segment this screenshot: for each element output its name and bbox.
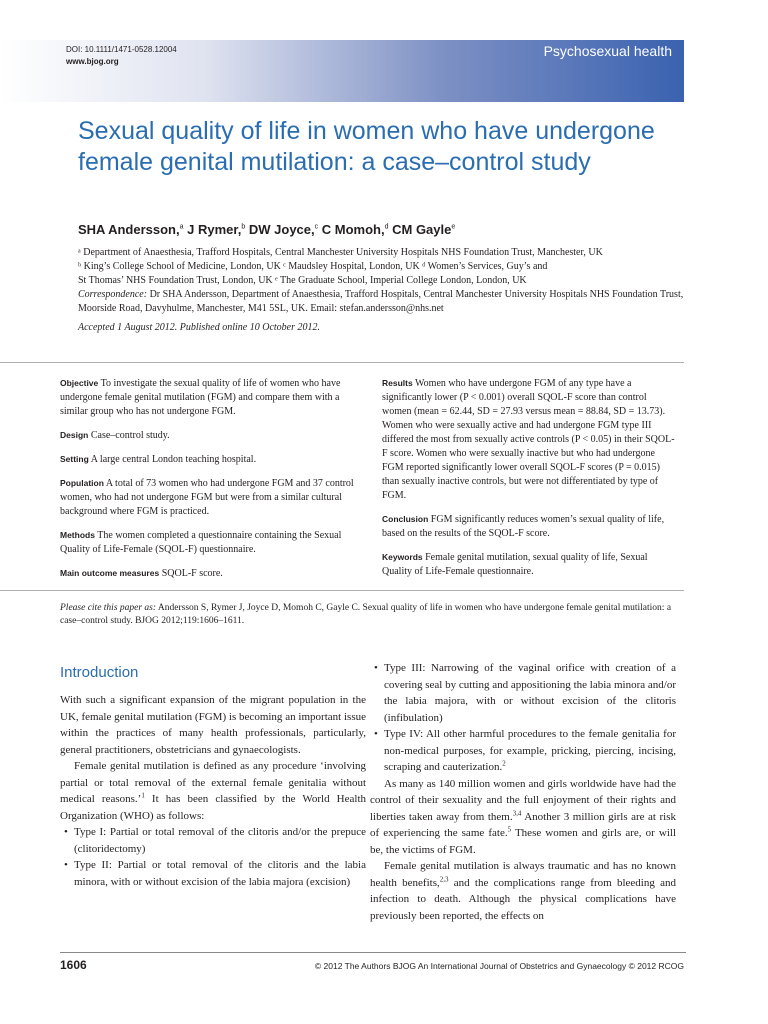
paragraph-text: and the complications range from bleeding and infection to death. Although the physical complications have previously been reported, the effects on bbox=[370, 876, 676, 922]
abstract-text: Female genital mutilation, sexual quality of life, Sexual Quality of Life-Female questionnaire. bbox=[382, 552, 648, 577]
paragraph bbox=[370, 776, 676, 859]
author-name: C Momoh, bbox=[321, 222, 385, 237]
author-name: DW Joyce, bbox=[248, 222, 315, 237]
reference-mark: 2,3 bbox=[439, 874, 449, 883]
reference-mark: 3,4 bbox=[512, 808, 522, 817]
abstract-population bbox=[60, 476, 356, 519]
abstract-conclusion bbox=[382, 512, 678, 541]
abstract-results bbox=[382, 376, 678, 503]
abstract-setting bbox=[60, 452, 356, 467]
footer-copyright: © 2012 The Authors BJOG An International Journal of Obstetrics and Gynaecology © 2012 RCOG bbox=[314, 961, 684, 971]
paragraph-text: As many as 140 million women and girls worldwide have had the control of their sexuality and the full enjoyment of their rights and liberties taken away from them. bbox=[370, 777, 676, 823]
author-affiliation-mark: d bbox=[384, 223, 389, 231]
accepted-date: Accepted 1 August 2012. Published online 10 October 2012. bbox=[78, 322, 320, 333]
abstract-text: The women completed a questionnaire containing the Sexual Quality of Life-Female (SQOL-F) questionnaire. bbox=[60, 530, 342, 555]
author-list bbox=[78, 222, 455, 237]
abstract-label: Objective bbox=[60, 378, 99, 388]
abstract-outcome bbox=[60, 566, 356, 581]
abstract-top-rule bbox=[0, 362, 684, 363]
body-left-column bbox=[60, 692, 366, 890]
footer-rule bbox=[60, 952, 686, 953]
author-affiliation-mark: b bbox=[241, 223, 246, 231]
citation-note bbox=[60, 602, 686, 628]
paragraph-text: These women and girls are, or will be, the victims of FGM. bbox=[370, 827, 676, 856]
abstract-text: FGM significantly reduces women’s sexual quality of life, based on the results of the SQOL-F score. bbox=[382, 514, 665, 539]
affiliation-line: ᵇ King’s College School of Medicine, London, UK ᶜ Maudsley Hospital, London, UK ᵈ Women’s Services, Guy’s and bbox=[78, 261, 548, 272]
author-affiliation-mark: e bbox=[451, 223, 456, 231]
paragraph bbox=[60, 758, 366, 824]
section-label: Psychosexual health bbox=[543, 43, 672, 59]
abstract-label: Methods bbox=[60, 530, 95, 540]
abstract-left-column bbox=[60, 376, 356, 590]
reference-mark: 1 bbox=[141, 791, 145, 800]
author-name: J Rymer, bbox=[187, 222, 242, 237]
list-item-text: Type IV: All other harmful procedures to the female genitalia for non-medical purposes, for example, pricking, piercing, incising, scraping and cauterization. bbox=[384, 728, 676, 773]
author-affiliation-mark: c bbox=[314, 223, 319, 231]
abstract-label: Main outcome measures bbox=[60, 568, 160, 578]
abstract-label: Results bbox=[382, 378, 413, 388]
paragraph-text: It has been classified by the World Health Organization (WHO) as follows: bbox=[60, 793, 367, 822]
paragraph-text: Female genital mutilation is defined as any procedure ‘involving partial or total removal of the external female genitalia without medical reasons.’ bbox=[60, 760, 366, 805]
abstract-label: Conclusion bbox=[382, 514, 429, 524]
abstract-keywords bbox=[382, 550, 678, 579]
citation-lead: Please cite this paper as: bbox=[60, 603, 157, 613]
reference-mark: 2 bbox=[502, 759, 506, 768]
list-item: • Type II: Partial or total removal of the clitoris and the labia minora, with or without excision of the labia majora (excision) bbox=[60, 857, 366, 890]
doi: DOI: 10.1111/1471-0528.12004 bbox=[66, 45, 177, 54]
list-item: • Type I: Partial or total removal of the clitoris and/or the prepuce (clitoridectomy) bbox=[60, 824, 366, 857]
correspondence bbox=[78, 288, 686, 316]
paragraph-text: Another 3 million girls are at risk of experiencing the same fate. bbox=[370, 810, 676, 839]
abstract-text: A total of 73 women who had undergone FGM and 37 control women, who had not undergone FGM but were from a similar cultural background where FGM is practiced. bbox=[60, 478, 354, 517]
reference-mark: 5 bbox=[507, 825, 512, 834]
abstract-label: Design bbox=[60, 430, 89, 440]
abstract-label: Setting bbox=[60, 454, 89, 464]
affiliation-line: St Thomas’ NHS Foundation Trust, London, UK ᵉ The Graduate School, Imperial College London, London, UK bbox=[78, 275, 527, 286]
abstract-design bbox=[60, 428, 356, 443]
author-affiliation-mark: a bbox=[179, 223, 184, 231]
who-classification-list bbox=[60, 824, 366, 890]
abstract-bottom-rule bbox=[0, 590, 684, 591]
abstract-text: To investigate the sexual quality of life of women who have undergone female genital mutilation (FGM) and compare them with a similar group who has not undergone FGM. bbox=[60, 378, 341, 417]
correspondence-text: Dr SHA Andersson, Department of Anaesthesia, Trafford Hospitals, Central Manchester University Hospitals NHS Foundation Trust, Moorside Road, Davyhulme, Manchester, M41 5SL, UK. Email: stefan.andersson@nhs.net bbox=[78, 289, 684, 314]
author-name: SHA Andersson, bbox=[78, 222, 180, 237]
article-title: Sexual quality of life in women who have undergone female genital mutilation: a case–control study bbox=[78, 117, 655, 176]
abstract-text: A large central London teaching hospital. bbox=[88, 454, 257, 465]
paragraph-text: Female genital mutilation is always traumatic and has no known health benefits, bbox=[370, 860, 676, 889]
list-item bbox=[370, 726, 676, 776]
affiliation-line: ᵃ Department of Anaesthesia, Trafford Hospitals, Central Manchester University Hospitals NHS Foundation Trust, Manchester, UK bbox=[78, 247, 603, 258]
website-link[interactable]: www.bjog.org bbox=[66, 57, 119, 66]
author-name: CM Gayle bbox=[392, 222, 452, 237]
citation-text: Andersson S, Rymer J, Joyce D, Momoh C, Gayle C. Sexual quality of life in women who have undergone female genital mutilation: a case–control study. BJOG 2012;119:1606–1611. bbox=[60, 603, 672, 626]
affiliations bbox=[78, 246, 686, 316]
page-number: 1606 bbox=[60, 958, 87, 972]
section-heading-introduction: Introduction bbox=[60, 664, 139, 681]
abstract-methods bbox=[60, 528, 356, 557]
paragraph: With such a significant expansion of the migrant population in the UK, female genital mutilation (FGM) is becoming an important issue within the practices of many health professionals, particularly, general practitioners, obstetricians and gynaecologists. bbox=[60, 694, 366, 756]
abstract-text: SQOL-F score. bbox=[159, 568, 223, 579]
abstract-label: Keywords bbox=[382, 552, 423, 562]
list-item: • Type III: Narrowing of the vaginal orifice with creation of a covering seal by cutting and appositioning the labia minora and/or the labia majora, with or without excision of the clitoris (infibulation) bbox=[370, 660, 676, 726]
body-right-column bbox=[370, 660, 676, 924]
who-classification-list-continued bbox=[370, 660, 676, 776]
abstract-text: Women who have undergone FGM of any type have a significantly lower (P < 0.001) overall SQOL-F score than control women (mean = 62.44, SD = 27.93 versus mean = 88.84, SD = 13.73). Women who were sexually active and had undergone FGM type III differed the most from sexually active controls (P < 0.05) in their SQOL-F score. Women who were sexually inactive but who had undergone FGM reported significantly lower overall SQOL-F scores (P = 0.015) than sexually inactive controls, but were not differentiated by type of FGM. bbox=[382, 378, 675, 501]
abstract-objective bbox=[60, 376, 356, 419]
correspondence-label: Correspondence: bbox=[78, 289, 148, 300]
abstract-label: Population bbox=[60, 478, 104, 488]
abstract-right-column bbox=[382, 376, 678, 588]
abstract-text: Case–control study. bbox=[88, 430, 170, 441]
paragraph bbox=[370, 858, 676, 924]
